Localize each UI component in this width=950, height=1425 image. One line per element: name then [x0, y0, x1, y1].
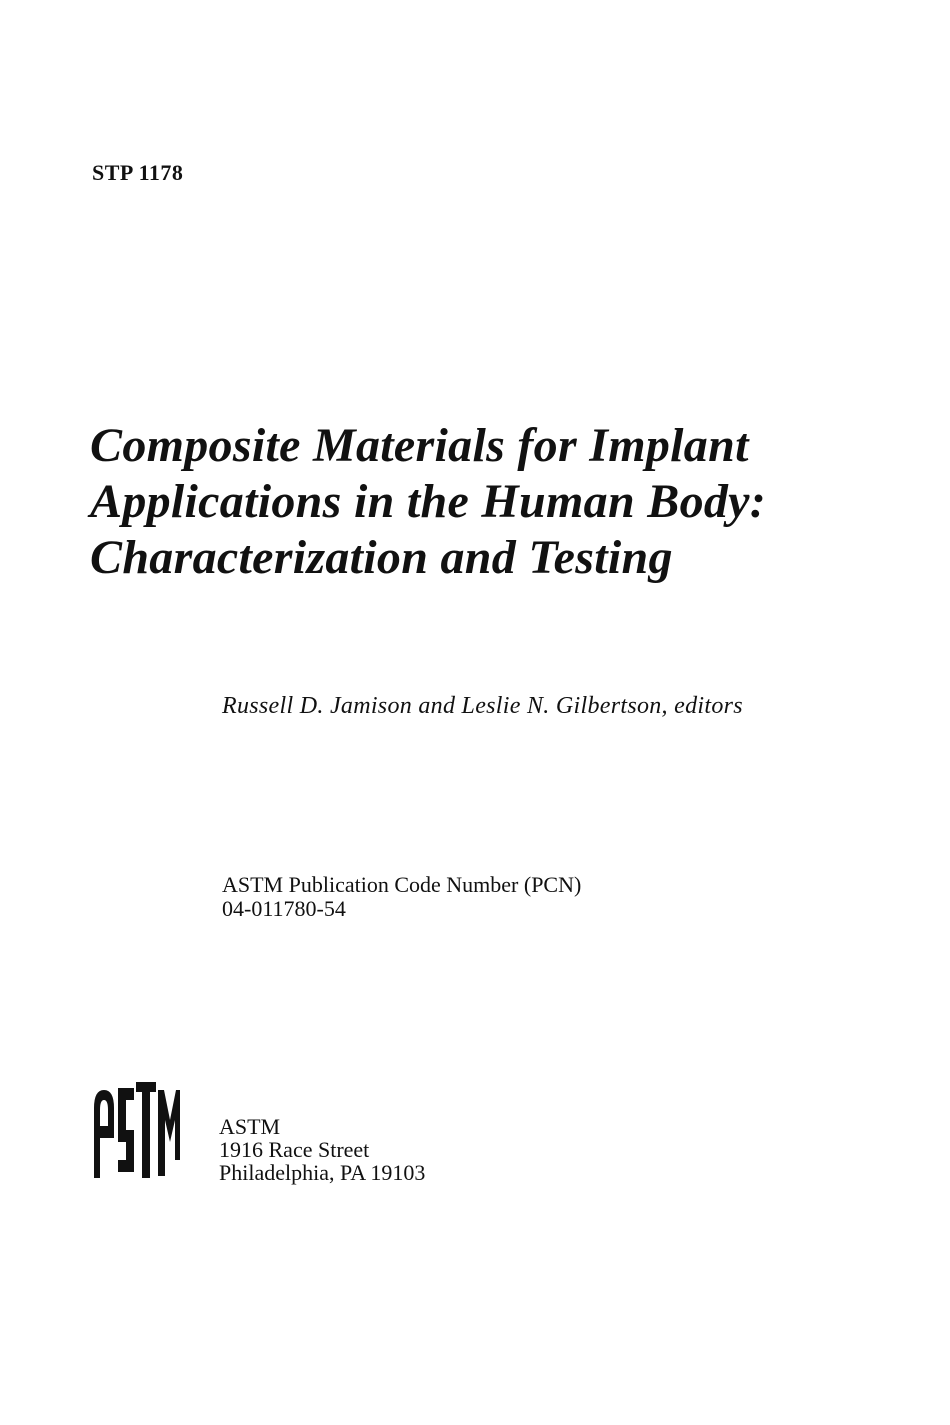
- publisher-address: [219, 1115, 425, 1184]
- title-line-2: Applications in the Human Body:: [90, 475, 767, 528]
- title-line-3: Characterization and Testing: [90, 531, 673, 584]
- editors-line: Russell D. Jamison and Leslie N. Gilbertson, editors: [222, 693, 743, 719]
- publication-code: [222, 873, 581, 921]
- stp-number: STP 1178: [92, 160, 184, 185]
- astm-logo-icon: [90, 1080, 180, 1180]
- pcn-label: ASTM Publication Code Number (PCN): [222, 872, 582, 897]
- publisher-name: ASTM: [219, 1114, 281, 1139]
- publisher-street: 1916 Race Street: [219, 1137, 370, 1162]
- publisher-city: Philadelphia, PA 19103: [219, 1160, 426, 1185]
- pcn-number: 04-011780-54: [222, 896, 346, 921]
- book-title: [90, 418, 910, 586]
- title-line-1: Composite Materials for Implant: [90, 419, 749, 472]
